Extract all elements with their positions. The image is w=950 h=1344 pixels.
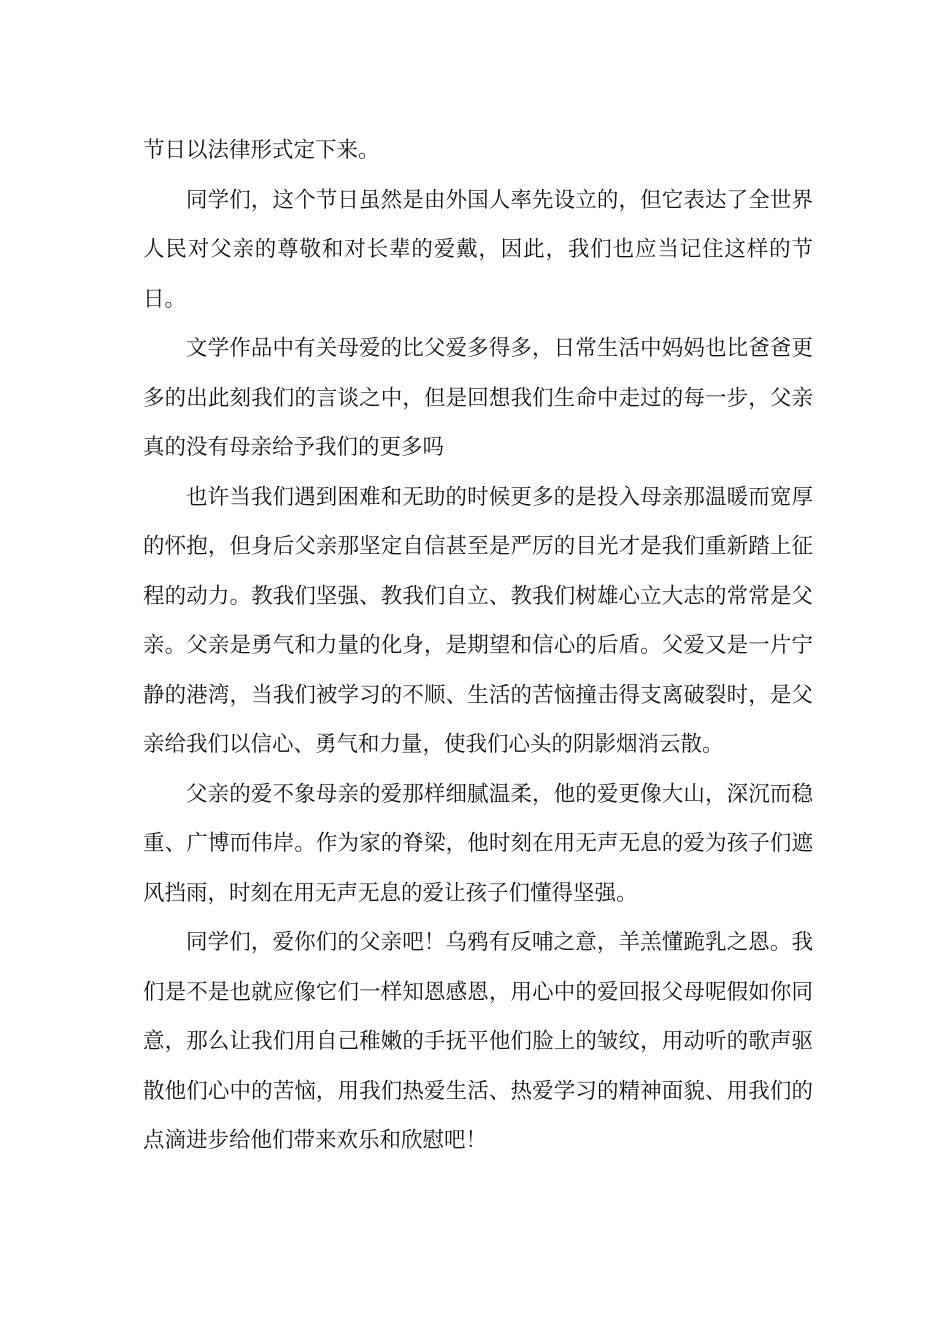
paragraph-2: 同学们，这个节日虽然是由外国人率先设立的，但它表达了全世界人民对父亲的尊敬和对长辈的爱戴，因此，我们也应当记住这样的节日。 <box>143 187 813 312</box>
paragraph-4: 也许当我们遇到困难和无助的时候更多的是投入母亲那温暖而宽厚的怀抱，但身后父亲那坚定自信甚至是严厉的目光才是我们重新踏上征程的动力。教我们坚强、教我们自立、教我们树雄心立大志的常常是父亲。父亲是勇气和力量的化身，是期望和信心的后盾。父爱又是一片宁静的港湾，当我们被学习的不顺、生活的苦恼撞击得支离破裂时，是父亲给我们以信心、勇气和力量，使我们心头的阴影烟消云散。 <box>143 484 813 757</box>
paragraph-3: 文学作品中有关母爱的比父爱多得多，日常生活中妈妈也比爸爸更多的出此刻我们的言谈之中，但是回想我们生命中走过的每一步，父亲真的没有母亲给予我们的更多吗 <box>143 336 813 460</box>
document-body <box>143 126 813 1166</box>
paragraph-6: 同学们，爱你们的父亲吧！乌鸦有反哺之意，羊羔懂跪乳之恩。我们是不是也就应像它们一样知恩感恩，用心中的爱回报父母呢假如你同意，那么让我们用自己稚嫩的手抚平他们脸上的皱纹，用动听的歌声驱散他们心中的苦恼，用我们热爱生活、热爱学习的精神面貌、用我们的点滴进步给他们带来欢乐和欣慰吧！ <box>143 930 813 1153</box>
paragraph-1: 节日以法律形式定下来。 <box>143 138 380 163</box>
paragraph-5: 父亲的爱不象母亲的爱那样细腻温柔，他的爱更像大山，深沉而稳重、广博而伟岸。作为家的脊梁，他时刻在用无声无息的爱为孩子们遮风挡雨，时刻在用无声无息的爱让孩子们懂得坚强。 <box>143 781 813 906</box>
